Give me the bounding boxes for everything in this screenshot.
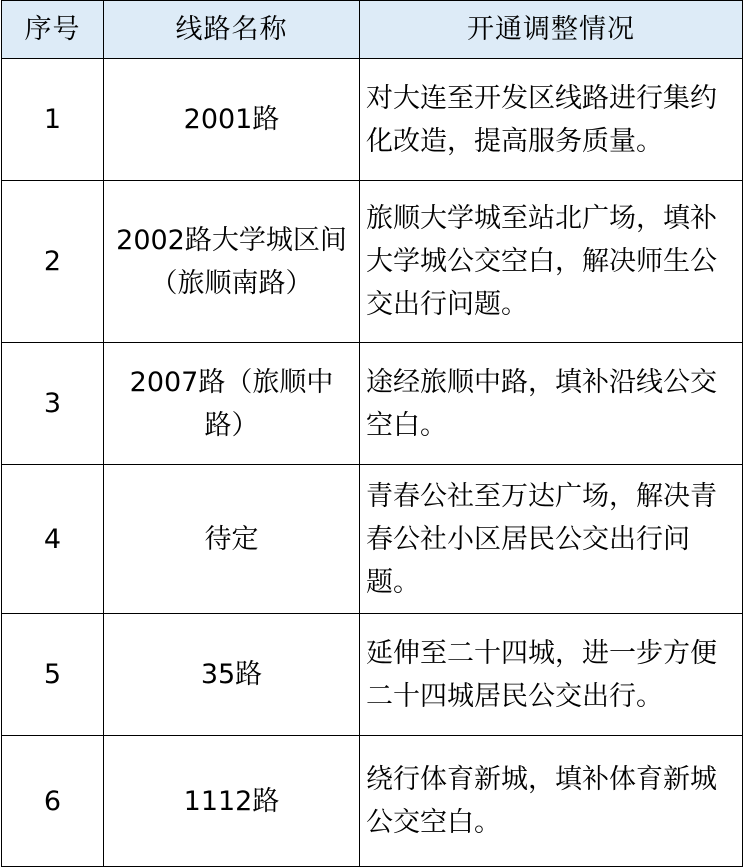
cell-serial-number: 3: [2, 343, 104, 465]
table-row: [2, 614, 743, 736]
cell-adjustment-status: 途经旅顺中路，填补沿线公交空白。: [360, 343, 743, 465]
cell-route-name: 35路: [104, 614, 360, 736]
cell-adjustment-status: 延伸至二十四城，进一步方便二十四城居民公交出行。: [360, 614, 743, 736]
table-row: [2, 465, 743, 614]
cell-route-name: 2007路（旅顺中路）: [104, 343, 360, 465]
route-adjustment-table: [1, 0, 743, 867]
header-adjustment-status: 开通调整情况: [360, 1, 743, 59]
cell-adjustment-status: 对大连至开发区线路进行集约化改造，提高服务质量。: [360, 59, 743, 181]
cell-adjustment-status: 青春公社至万达广场，解决青春公社小区居民公交出行问题。: [360, 465, 743, 614]
header-route-name: 线路名称: [104, 1, 360, 59]
header-serial-number: 序号: [2, 1, 104, 59]
cell-route-name: 2001路: [104, 59, 360, 181]
cell-serial-number: 1: [2, 59, 104, 181]
table-row: [2, 736, 743, 867]
cell-serial-number: 6: [2, 736, 104, 867]
cell-adjustment-status: 旅顺大学城至站北广场，填补大学城公交空白，解决师生公交出行问题。: [360, 181, 743, 343]
cell-route-name: 待定: [104, 465, 360, 614]
cell-route-name: 2002路大学城区间 （旅顺南路）: [104, 181, 360, 343]
table-row: [2, 59, 743, 181]
table-row: [2, 343, 743, 465]
cell-serial-number: 2: [2, 181, 104, 343]
cell-route-name: 1112路: [104, 736, 360, 867]
cell-adjustment-status: 绕行体育新城，填补体育新城公交空白。: [360, 736, 743, 867]
cell-serial-number: 5: [2, 614, 104, 736]
table-header-row: [2, 1, 743, 59]
cell-serial-number: 4: [2, 465, 104, 614]
table-row: [2, 181, 743, 343]
